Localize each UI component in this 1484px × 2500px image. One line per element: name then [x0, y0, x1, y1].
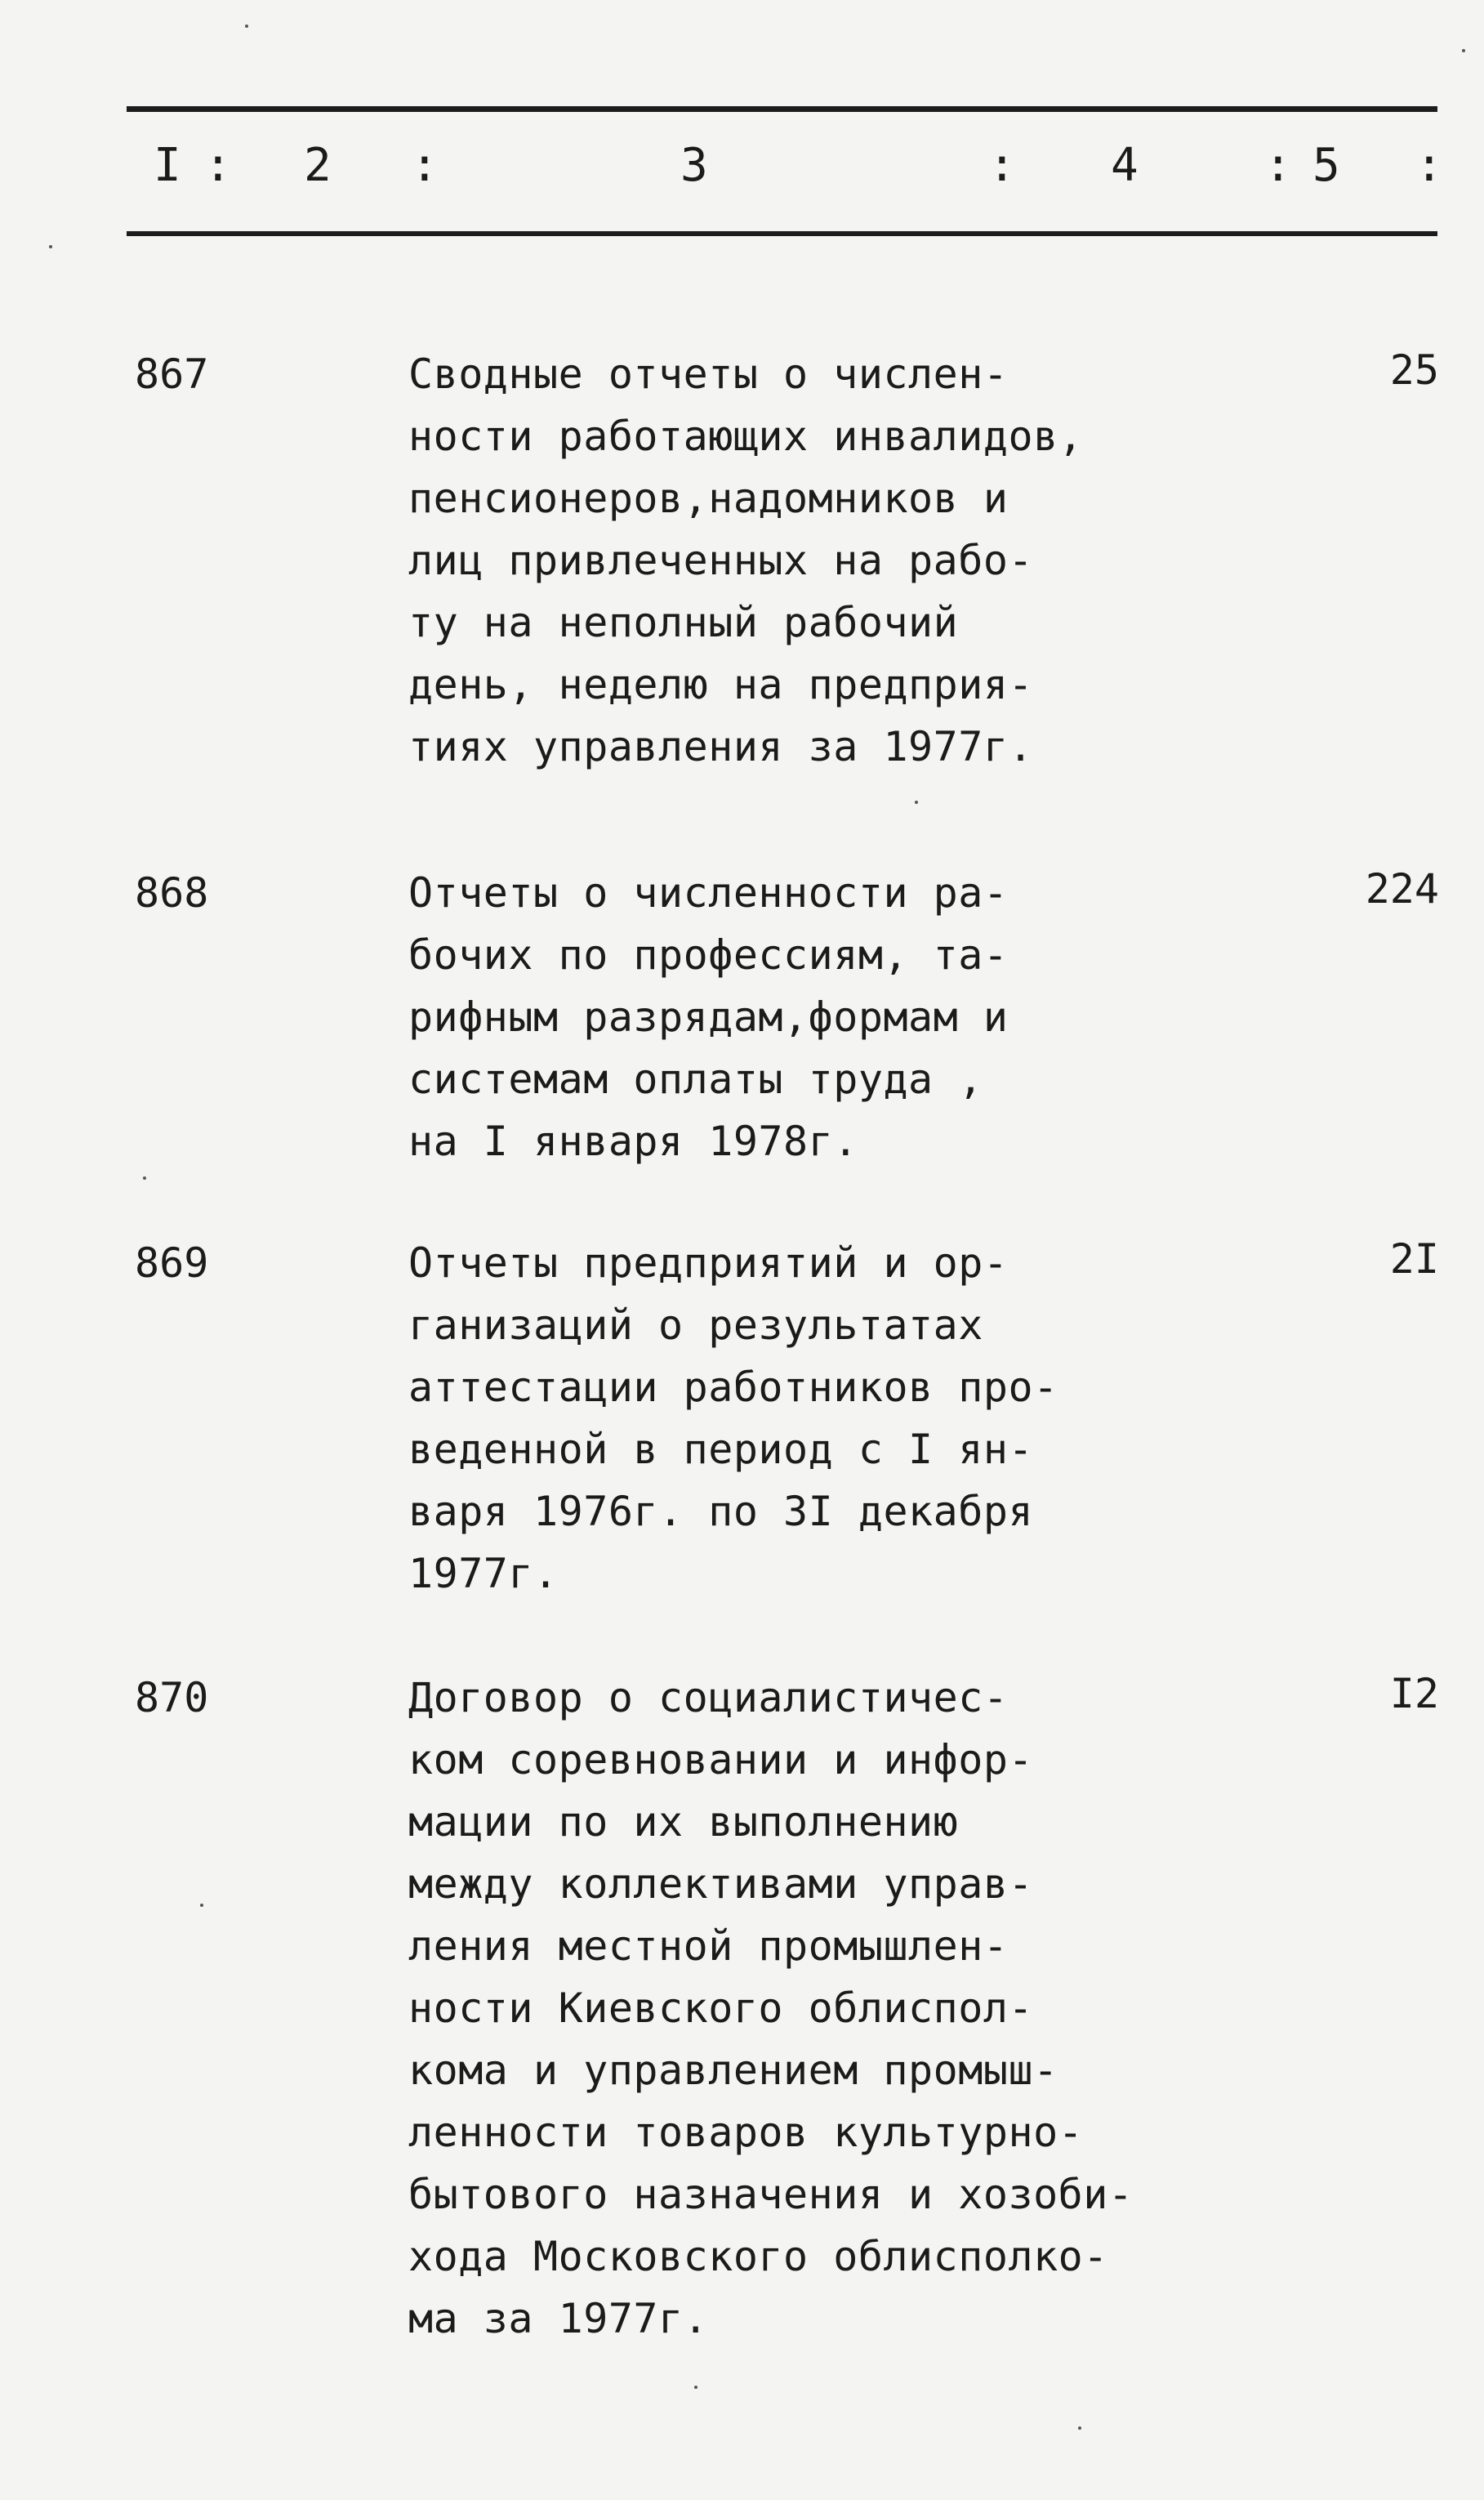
entry-title-line: бочих по профессиям, та- — [408, 931, 1009, 979]
scan-speck — [143, 1176, 146, 1180]
entry-title-line: хода Московского облисполко- — [408, 2233, 1108, 2280]
scan-speck — [1462, 49, 1465, 52]
entry-title-line: пенсионеров,надомников и — [408, 475, 1009, 522]
scan-speck — [245, 25, 248, 28]
entry-number: 867 — [135, 350, 209, 398]
entry-title-line: на I января 1978г. — [408, 1118, 858, 1165]
column-header-row — [0, 131, 1484, 204]
entry-title-line: Сводные отчеты о числен- — [408, 350, 1009, 398]
entry-title — [408, 862, 1184, 1172]
entry-title-line: ленности товаров культурно- — [408, 2109, 1084, 2156]
scan-speck — [1078, 2426, 1081, 2430]
entry-sheet-count: 224 — [1365, 865, 1439, 913]
entry-title-line: веденной в период с I ян- — [408, 1426, 1034, 1473]
entry-title-line: ности Киевского облиспол- — [408, 1984, 1034, 2032]
entry-number: 869 — [135, 1239, 209, 1287]
entry-title — [408, 1232, 1184, 1605]
scan-speck — [200, 1904, 203, 1907]
column-header-5: 5 — [1312, 139, 1340, 192]
header-top-rule — [127, 106, 1437, 112]
entry-title — [408, 343, 1184, 778]
entry-title-line: ления местной промышлен- — [408, 1922, 1009, 1970]
scan-speck — [694, 2386, 697, 2389]
entry-title-line: ма за 1977г. — [408, 2295, 709, 2342]
entry-title-line: системам оплаты труда , — [408, 1056, 983, 1103]
column-header-1: I — [154, 139, 181, 192]
header-bottom-rule — [127, 231, 1437, 236]
entry-title-line: день, неделю на предприя- — [408, 661, 1034, 708]
entry-sheet-count: 2I — [1389, 1235, 1439, 1283]
column-separator: : — [204, 139, 232, 192]
column-separator: : — [1415, 139, 1443, 192]
column-header-3: 3 — [680, 139, 708, 192]
scan-speck — [49, 245, 52, 248]
entry-title-line: ком соревновании и инфор- — [408, 1736, 1034, 1783]
entry-title-line: Отчеты о численности ра- — [408, 869, 1009, 917]
entry-sheet-count: I2 — [1389, 1670, 1439, 1717]
entry-title-line: лиц привлеченных на рабо- — [408, 537, 1034, 584]
column-header-4: 4 — [1111, 139, 1139, 192]
entry-title-line: тиях управления за 1977г. — [408, 723, 1034, 770]
scan-speck — [915, 801, 918, 804]
column-separator: : — [1264, 139, 1292, 192]
entry-title-line: ности работающих инвалидов, — [408, 413, 1084, 460]
entry-title-line: Отчеты предприятий и ор- — [408, 1239, 1009, 1287]
entry-title-line: варя 1976г. по 3I декабря — [408, 1488, 1034, 1535]
entry-title-line: ту на неполный рабочий — [408, 599, 959, 646]
entry-number: 870 — [135, 1674, 209, 1721]
column-separator: : — [411, 139, 439, 192]
entry-title-line: бытового назначения и хозоби- — [408, 2171, 1134, 2218]
entry-title-line: аттестации работников про- — [408, 1364, 1058, 1411]
entry-sheet-count: 25 — [1389, 346, 1439, 394]
entry-title-line: мации по их выполнению — [408, 1798, 959, 1846]
entry-title-line: между коллективами управ- — [408, 1860, 1034, 1908]
entry-title-line: 1977г. — [408, 1550, 559, 1597]
column-separator: : — [988, 139, 1016, 192]
entry-title-line: ганизаций о результатах — [408, 1301, 983, 1349]
entry-title — [408, 1667, 1184, 2350]
entry-title-line: кома и управлением промыш- — [408, 2047, 1058, 2094]
column-header-2: 2 — [304, 139, 332, 192]
entry-title-line: Договор о социалистичес- — [408, 1674, 1009, 1721]
entry-number: 868 — [135, 869, 209, 917]
entry-title-line: рифным разрядам,формам и — [408, 993, 1009, 1041]
